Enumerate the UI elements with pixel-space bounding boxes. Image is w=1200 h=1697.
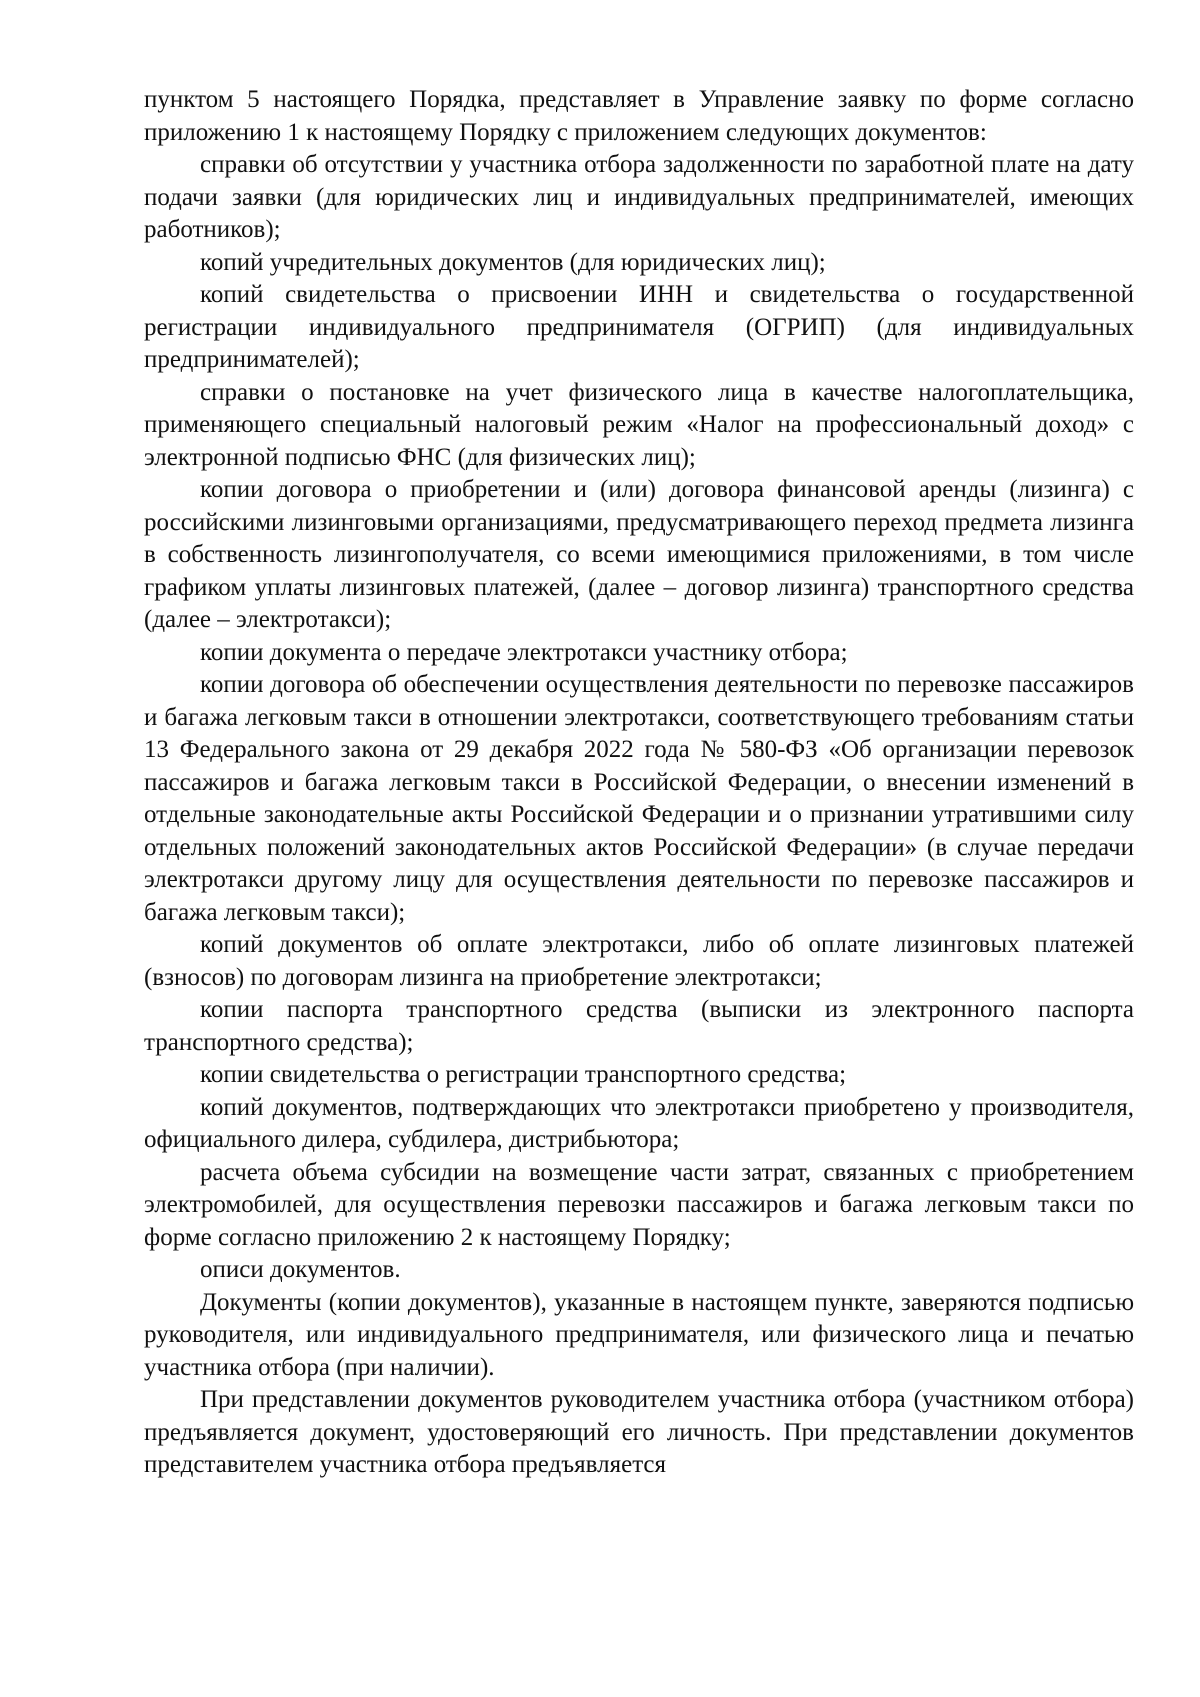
list-item-dealer-documents: копий документов, подтверждающих что электротакси приобретено у производителя, официального дилера, субдилера, дистрибьютора; (144, 1093, 1134, 1153)
paragraph-identity: При представлении документов руководителем участника отбора (участником отбора) предъявляется документ, удостоверяющий его личность. При представлении документов представителем участника отбора предъявляется (144, 1386, 1134, 1478)
list-item-subsidy-calculation: расчета объема субсидии на возмещение части затрат, связанных с приобретением электромобилей, для осуществления перевозки пассажиров и багажа легковым такси по форме согласно приложению 2 к настоящему Порядку; (144, 1158, 1134, 1251)
list-item-vehicle-registration: копии свидетельства о регистрации транспортного средства; (200, 1061, 847, 1088)
list-item-vehicle-passport: копии паспорта транспортного средства (выписки из электронного паспорта транспортного средства); (144, 996, 1134, 1056)
list-item-inn-ogrip-certificates: копий свидетельства о присвоении ИНН и свидетельства о государственной регистрации индивидуального предпринимателя (ОГРИП) (для индивидуальных предпринимателей); (144, 281, 1134, 373)
list-item-salary-debt-certificate: справки об отсутствии у участника отбора задолженности по заработной плате на дату подачи заявки (для юридических лиц и индивидуальных предпринимателей, имеющих работников); (144, 151, 1134, 243)
list-item-tax-registration-certificate: справки о постановке на учет физического лица в качестве налогоплательщика, применяющего специальный налоговый режим «Налог на профессиональный доход» с электронной подписью ФНС (для физических лиц); (144, 378, 1134, 471)
list-item-taxi-service-contract: копии договора об обеспечении осуществления деятельности по перевозке пассажиров и багажа легковым такси в отношении электротакси, соответствующего требованиям статьи 13 Федерального закона от 29 декабря 2022 года № 580-ФЗ «Об организации перевозок пассажиров и багажа легковым такси в Российской Федерации, о внесении изменений в отдельные законодательные акты Российской Федерации и о признании утратившими силу отдельных положений законодательных актов Российской Федерации» (в случае передачи электротакси другому лицу для осуществления деятельности по перевозке пассажиров и багажа легковым такси); (144, 671, 1134, 926)
list-item-transfer-document: копии документа о передаче электротакси участнику отбора; (200, 638, 848, 666)
paragraph-certification: Документы (копии документов), указанные в настоящем пункте, заверяются подписью руководителя, или индивидуального предпринимателя, или физического лица и печатью участника отбора (при наличии). (144, 1288, 1134, 1381)
list-item-founding-documents: копий учредительных документов (для юридических лиц); (200, 248, 826, 276)
list-item-payment-documents: копий документов об оплате электротакси, либо об оплате лизинговых платежей (взносов) по договорам лизинга на приобретение электротакси; (144, 931, 1134, 991)
list-item-document-inventory: описи документов. (200, 1256, 401, 1283)
list-item-leasing-contract: копии договора о приобретении и (или) договора финансовой аренды (лизинга) с российскими лизинговыми организациями, предусматривающего переход предмета лизинга в собственность лизингополучателя, со всеми имеющимися приложениями, в том числе графиком уплаты лизинговых платежей, (далее – договор лизинга) транспортного средства (далее – электротакси); (144, 476, 1134, 633)
document-body (144, 84, 1134, 1482)
paragraph-intro: пунктом 5 настоящего Порядка, представляет в Управление заявку по форме согласно приложению 1 к настоящему Порядку с приложением следующих документов: (144, 86, 1134, 146)
